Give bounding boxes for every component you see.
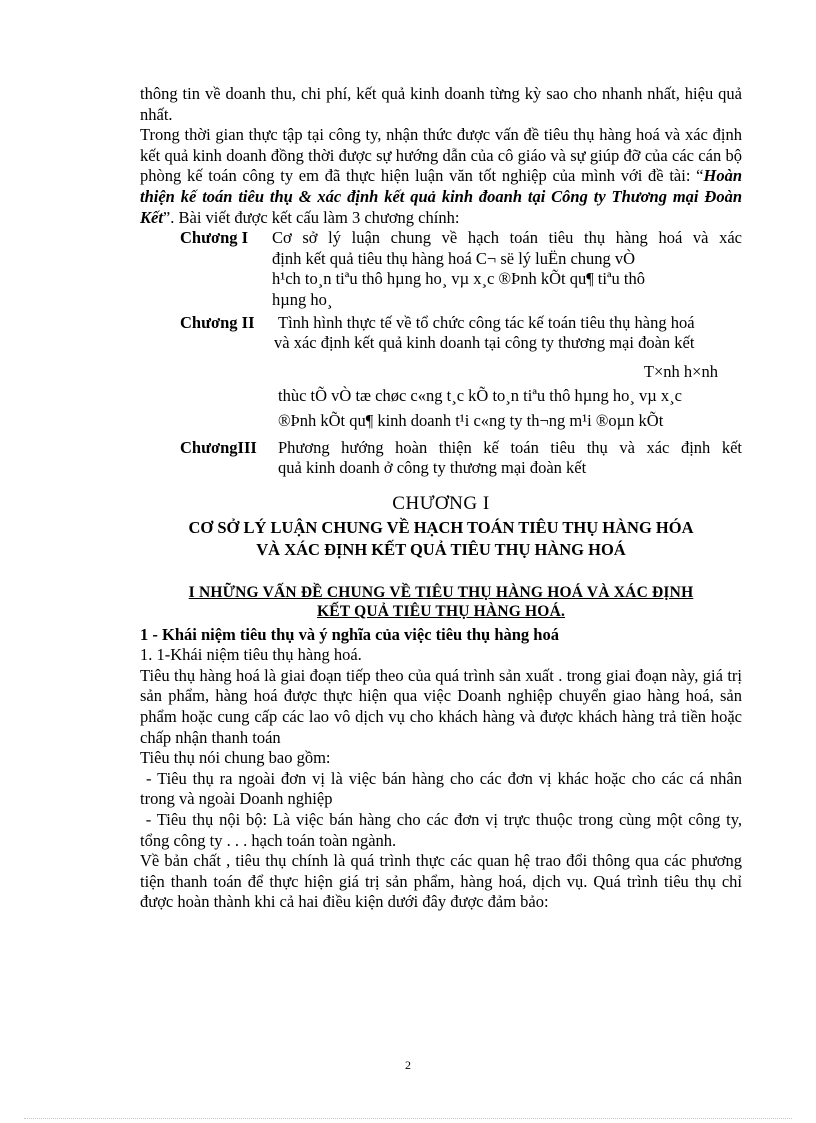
intro-text-b: ”. Bài viết được kết cấu làm 3 chương chính:	[162, 207, 460, 227]
chapter-heading-line-2: VÀ XÁC ĐỊNH KẾT QUẢ TIÊU THỤ HÀNG HOÁ	[256, 539, 626, 559]
thesis-title: Hoàn thiện kế toán tiêu thụ & xác định kết quả kinh đoanh tại Công ty Thương mại Đoàn Kết	[140, 166, 742, 227]
document-page	[140, 84, 747, 913]
chapter-2-label: Chương II	[180, 312, 255, 332]
body-paragraph-1: Tiêu thụ hàng hoá là giai đoạn tiếp theo của quá trình sản xuất . trong giai đoạn này, giá trị sản phẩm, hàng hoá được thực hiện qua việc Doanh nghiệp chuyển giao hàng hoá, sản phẩm hoặc cung cấp các lao vô dịch vụ cho khách hàng và được khách hàng trả tiền hoặc chấp nhận thanh toán	[140, 665, 742, 747]
chapter-heading-line-1: CƠ SỞ LÝ LUẬN CHUNG VỀ HẠCH TOÁN TIÊU THỤ HÀNG HÓA	[188, 517, 694, 537]
chapter-2-extra-line: thùc tÕ vÒ tæ chøc c«ng t¸c kÕ to¸n tiªu thô hµng ho¸ vµ x¸c	[278, 386, 682, 406]
chapter-3-line: quả kinh doanh ở công ty thương mại đoàn kết	[278, 458, 587, 478]
page-number: 2	[405, 1058, 411, 1072]
section-heading-line-1: I NHỮNG VẤN ĐỀ CHUNG VỀ TIÊU THỤ HÀNG HOÁ VÀ XÁC ĐỊNH	[188, 583, 694, 601]
chapter-2-entry	[140, 313, 742, 432]
chapter-1-line: hµng ho¸	[272, 289, 333, 309]
intro-paragraph-1: thông tin về doanh thu, chi phí, kết quả kinh doanh từng kỳ sao cho nhanh nhất, hiệu quả nhất.	[140, 84, 742, 124]
chapter-1-line: h¹ch to¸n tiªu thô hµng ho¸ vµ x¸c ®Þnh kÕt qu¶ tiªu thô	[272, 269, 645, 289]
body-paragraph-4: - Tiêu thụ nội bộ: Là việc bán hàng cho các đơn vị trực thuộc trong cùng một công ty, tổng công ty . . . hạch toán toàn ngành.	[140, 810, 747, 850]
body-paragraph-2: Tiêu thụ nói chung bao gồm:	[140, 748, 331, 768]
intro-text-a: Trong thời gian thực tập tại công ty, nhận thức được vấn đề tiêu thụ hàng hoá và xác định kết quả kinh doanh đồng thời được sự hướng dẫn của cô giáo và sự giúp đỡ của các cán bộ phòng kế toán công ty em đã thực hiện luận văn tốt nghiệp của mình với đề tài: “	[140, 125, 742, 186]
sub-subsection-heading: 1. 1-Khái niệm tiêu thụ hàng hoá.	[140, 645, 362, 665]
body-paragraph-5: Về bản chất , tiêu thụ chính là quá trình thực các quan hệ trao đổi thông qua các phương tiện thanh toán để thực hiện giá trị sản phẩm, hàng hoá, dịch vụ. Quá trình tiêu thụ chỉ được hoàn thành khi cả hai điều kiện dưới đây được đảm bảo:	[140, 851, 742, 912]
body-paragraph-3: - Tiêu thụ ra ngoài đơn vị là việc bán hàng cho các đơn vị khác hoặc cho các cá nhân trong và ngoài Doanh nghiệp	[140, 768, 747, 809]
chapter-2-line: và xác định kết quả kinh doanh tại công ty thương mại đoàn kết	[274, 333, 695, 353]
section-heading-line-2: KẾT QUẢ TIÊU THỤ HÀNG HOÁ.	[316, 602, 566, 620]
chapter-2-extra-line: ®Þnh kÕt qu¶ kinh doanh t¹i c«ng ty th¬ng m¹i ®oµn kÕt	[278, 410, 664, 430]
page-bottom-divider	[24, 1118, 792, 1119]
chapter-2-extra-right: T×nh h×nh	[643, 361, 718, 381]
subsection-heading: 1 - Khái niệm tiêu thụ và ý nghĩa của việc tiêu thụ hàng hoá	[140, 624, 559, 644]
chapter-1-line: Cơ sở lý luận chung về hạch toán tiêu thụ hàng hoá và xác	[272, 228, 742, 248]
intro-paragraph-2	[140, 125, 742, 228]
chapter-3-label: ChươngIII	[180, 437, 257, 457]
chapter-1-label: Chương I	[180, 228, 249, 248]
chapter-1-entry	[140, 228, 742, 310]
chapter-1-line: định kết quả tiêu thụ hàng hoá C¬ së lý luËn chung vÒ	[272, 248, 636, 268]
chapter-2-line: Tình hình thực tế về tổ chức công tác kế toán tiêu thụ hàng hoá	[278, 312, 695, 332]
chapter-3-line: Phương hướng hoàn thiện kế toán tiêu thụ và xác định kết	[278, 437, 742, 457]
chapter-3-entry	[140, 438, 742, 479]
chapter-heading-number: CHƯƠNG I	[392, 492, 490, 514]
